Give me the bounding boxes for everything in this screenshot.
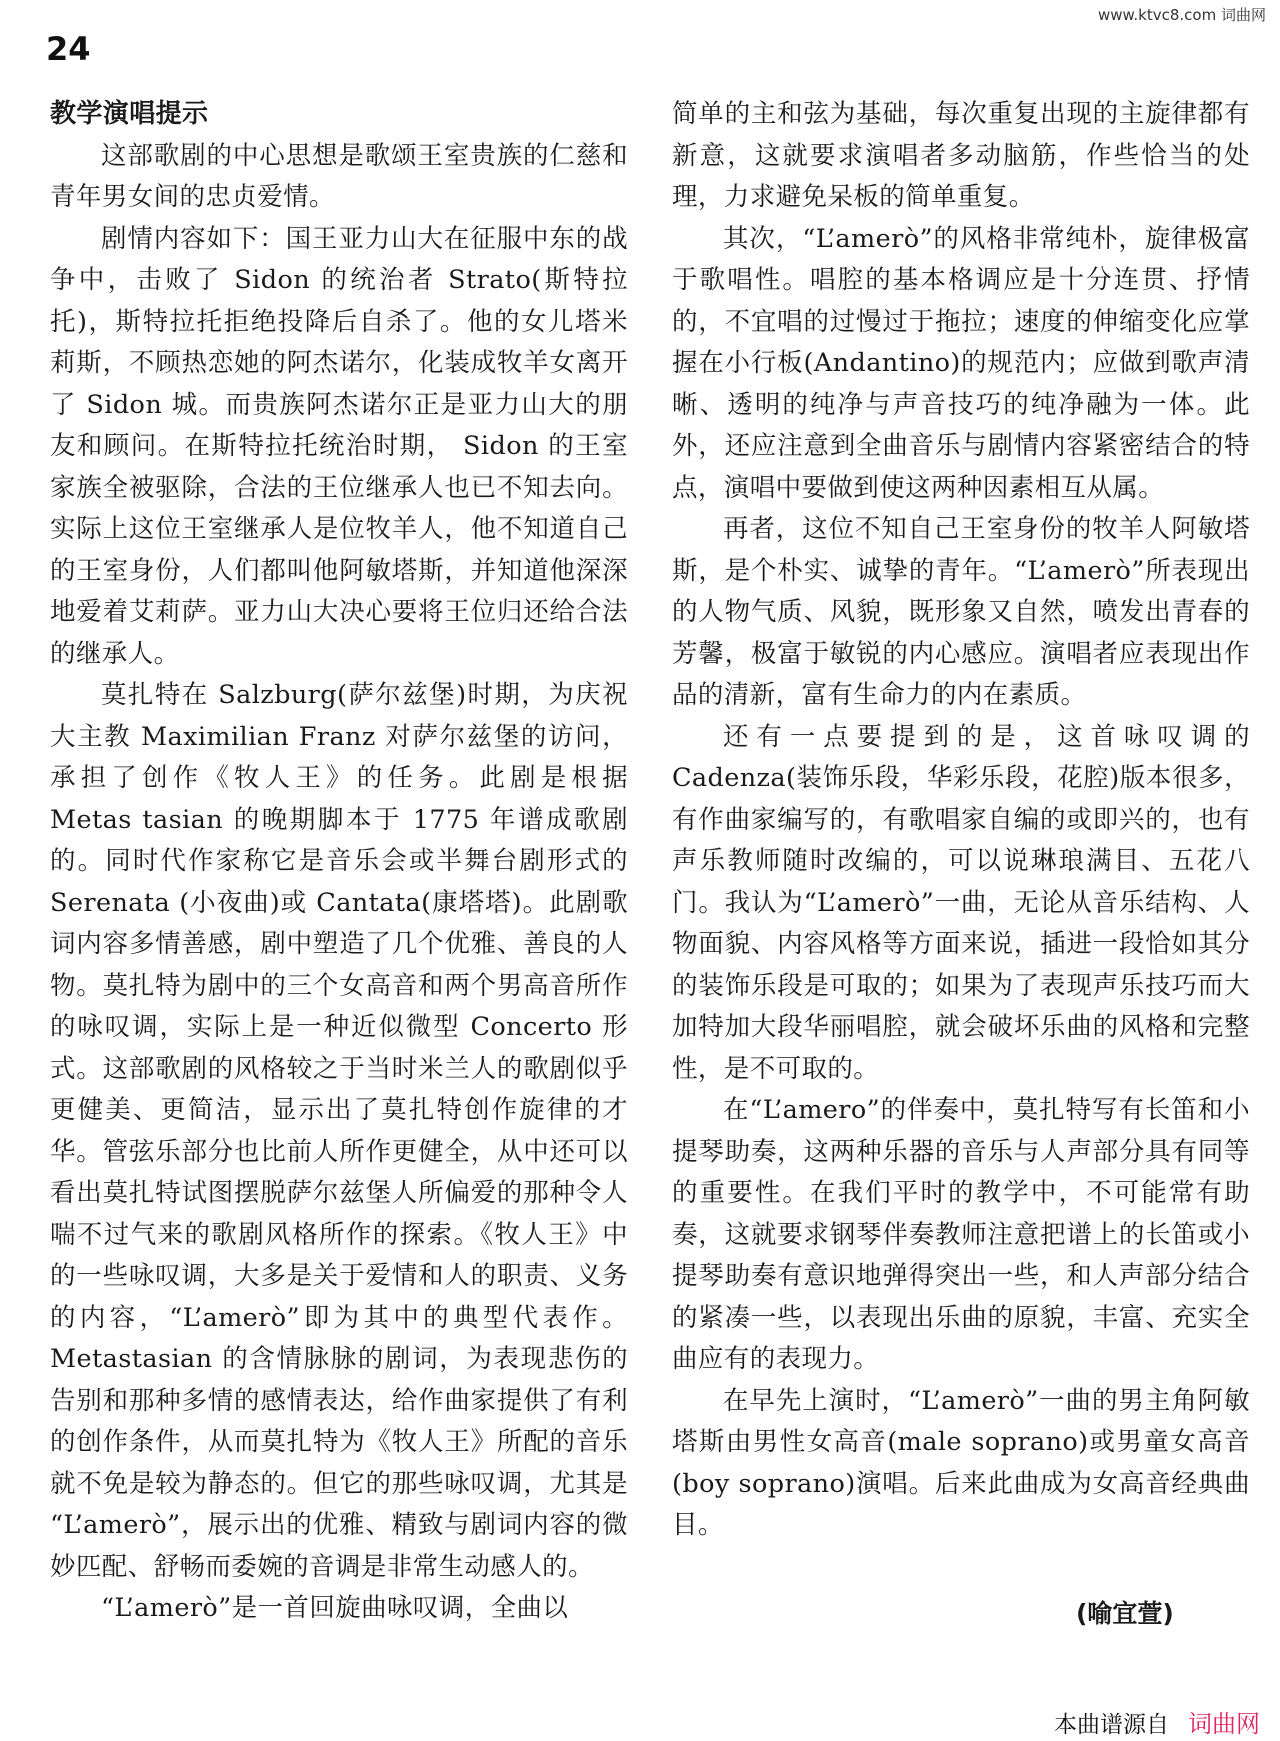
paragraph: 在早先上演时，“L’amerò”一曲的男主角阿敏塔斯由男性女高音(male soprano)或男童女高音(boy soprano)演唱。后来此曲成为女高音经典曲目。 bbox=[672, 1385, 1250, 1540]
footer-site-link[interactable]: 词曲网 bbox=[1188, 1710, 1260, 1738]
paragraph: “L’amerò”是一首回旋曲咏叹调，全曲以 bbox=[101, 1593, 569, 1623]
paragraph: 莫扎特在 Salzburg(萨尔兹堡)时期，为庆祝大主教 Maximilian Franz 对萨尔兹堡的访问，承担了创作《牧人王》的任务。此剧是根据 Metas tasian 的晚期脚本于 1775 年谱成歌剧的。同时代作家称它是音乐会或半舞台剧形式的 Serenata (小夜曲)或 Cantata(康塔塔)。此剧歌词内容多情善感，剧中塑造了几个优雅、善良的人物。莫扎特为剧中的三个女高音和两个男高音所作的咏叹调，实际上是一种近似微型 Concerto 形式。这部歌剧的风格较之于当时米兰人的歌剧似乎更健美、更简洁，显示出了莫扎特创作旋律的才华。管弦乐部分也比前人所作更健全，从中还可以看出莫扎特试图摆脱萨尔兹堡人所偏爱的那种令人喘不过气来的歌剧风格所作的探索。《牧人王》中的一些咏叹调，大多是关于爱情和人的职责、义务的内容，“L’amerò”即为其中的典型代表作。 Metastasian 的含情脉脉的剧词，为表现悲伤的告别和那种多情的感情表达，给作曲家提供了有利的创作条件，从而莫扎特为《牧人王》所配的音乐就不免是较为静态的。但它的那些咏叹调，尤其是 “L’amerò”，展示出的优雅、精致与剧词内容的微妙匹配、舒畅而委婉的音调是非常生动感人的。 bbox=[50, 680, 628, 1582]
page-number: 24 bbox=[46, 30, 91, 68]
paragraph: 还有一点要提到的是，这首咏叹调的 Cadenza(装饰乐段，华彩乐段，花腔)版本很多，有作曲家编写的，有歌唱家自编的或即兴的，也有声乐教师随时改编的，可以说琳琅满目、五花八门。我认为“L’amerò”一曲，无论从音乐结构、人物面貌、内容风格等方面来说，插进一段恰如其分的装饰乐段是可取的；如果为了表现声乐技巧而大加特加大段华丽唱腔，就会破坏乐曲的风格和完整性，是不可取的。 bbox=[672, 721, 1250, 1084]
paragraph: 剧情内容如下：国王亚力山大在征服中东的战争中，击败了 Sidon 的统治者 Strato(斯特拉托)，斯特拉托拒绝投降后自杀了。他的女儿塔米莉斯，不顾热恋她的阿杰诺尔，化装成牧羊女离开了 Sidon 城。而贵族阿杰诺尔正是亚力山大的朋友和顾问。在斯特拉托统治时期， Sidon 的王室家族全被驱除，合法的王位继承人也已不知去向。实际上这位王室继承人是位牧羊人，他不知道自己的王室身份，人们都叫他阿敏塔斯，并知道他深深地爱着艾莉萨。亚力山大决心要将王位归还给合法的继承人。 bbox=[50, 223, 628, 669]
section-heading: 教学演唱提示 bbox=[50, 99, 209, 129]
author-signature: (喻宜萱) bbox=[1076, 1599, 1174, 1628]
paragraph: 在“L’amero”的伴奏中，莫扎特写有长笛和小提琴助奏，这两种乐器的音乐与人声部分具有同等的重要性。在我们平时的教学中，不可能常有助奏，这就要求钢琴伴奏教师注意把谱上的长笛或小提琴助奏有意识地弹得突出一些，和人声部分结合的紧凑一些，以表现出乐曲的原貌，丰富、充实全曲应有的表现力。 bbox=[672, 1095, 1250, 1374]
paragraph: 简单的主和弦为基础，每次重复出现的主旋律都有新意，这就要求演唱者多动脑筋，作些恰当的处理，力求避免呆板的简单重复。 bbox=[672, 99, 1250, 212]
paragraph: 再者，这位不知自己王室身份的牧羊人阿敏塔斯，是个朴实、诚挚的青年。“L’amerò”所表现出的人物气质、风貌，既形象又自然，喷发出青春的芳馨，极富于敏锐的内心感应。演唱者应表现出作品的清新，富有生命力的内在素质。 bbox=[672, 514, 1250, 710]
paragraph: 其次，“L’amerò”的风格非常纯朴，旋律极富于歌唱性。唱腔的基本格调应是十分连贯、抒情的，不宜唱的过慢过于拖拉；速度的伸缩变化应掌握在小行板(Andantino)的规范内；应做到歌声清晰、透明的纯净与声音技巧的纯净融为一体。此外，还应注意到全曲音乐与剧情内容紧密结合的特点，演唱中要做到使这两种因素相互从属。 bbox=[672, 223, 1250, 503]
footer-source-label: 本曲谱源自 bbox=[1054, 1712, 1169, 1738]
right-column bbox=[672, 94, 1250, 1547]
left-column bbox=[50, 94, 628, 1630]
paragraph: 这部歌剧的中心思想是歌颂王室贵族的仁慈和青年男女间的忠贞爱情。 bbox=[50, 140, 628, 212]
site-watermark[interactable]: www.ktvc8.com 词曲网 bbox=[1097, 6, 1266, 24]
